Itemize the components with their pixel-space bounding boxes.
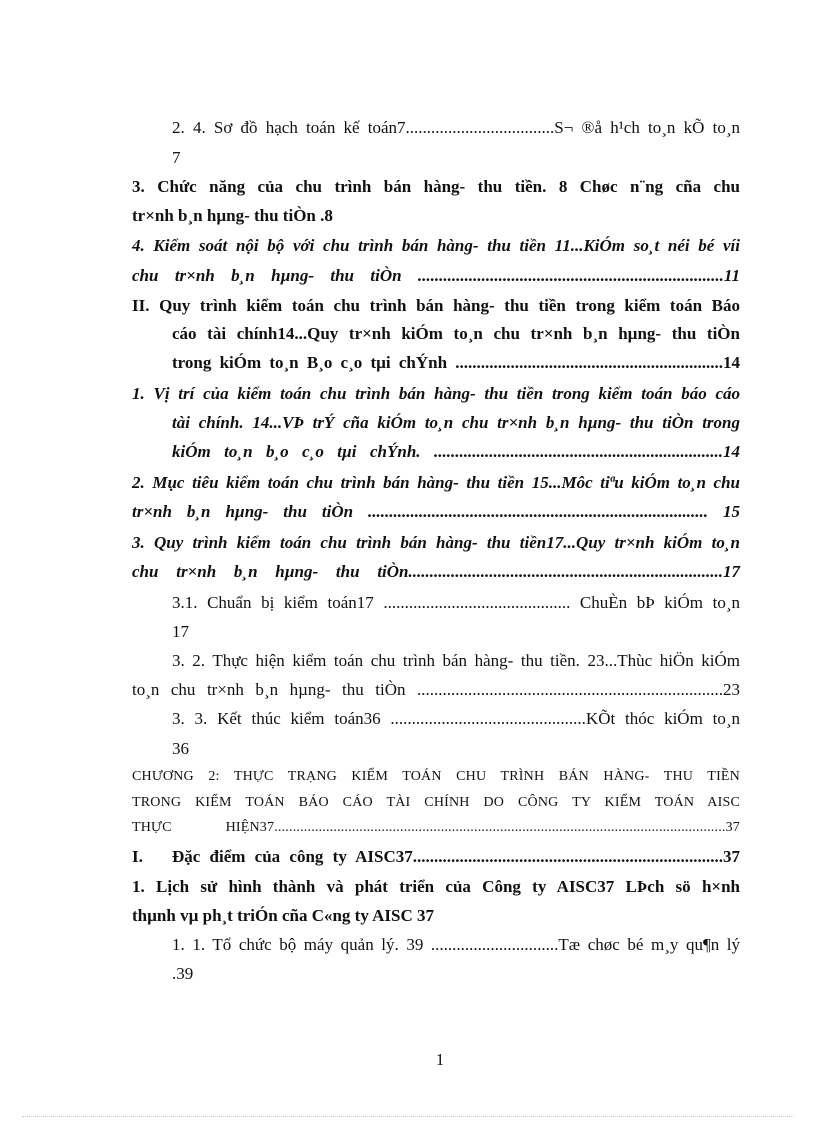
toc-entry-1-lich-su[interactable]: 1. Lịch sử hình thành và phát triển của Công ty AISC37 LÞch sö h×nh xyxy=(132,877,740,896)
toc-entry-3-quy-trinh[interactable]: 3. Quy trình kiểm toán chu trình bán hàng- thu tiền17...Quy tr×nh kiÓm to¸n xyxy=(132,533,740,552)
toc-chapter-2[interactable]: CHƯƠNG 2: THỰC TRẠNG KIỂM TOÁN CHU TRÌNH BÁN HÀNG- THU TIỀN xyxy=(132,769,740,784)
toc-entry-3[interactable]: 3. Chức năng của chu trình bán hàng- thu tiền. 8 Chøc n¨ng cña chu xyxy=(132,177,740,196)
toc-entry-II-cont2: trong kiÓm to¸n B¸o c¸o tµi chÝnh ...............................................................14 xyxy=(172,353,740,372)
toc-entry-II-cont1: cáo tài chính14...Quy tr×nh kiÓm to¸n chu tr×nh b¸n hµng- thu tiÒn xyxy=(172,324,740,343)
toc-entry-3-cont: tr×nh b¸n hµng- thu tiÒn .8 xyxy=(132,206,333,225)
page-bottom-divider xyxy=(22,1116,794,1117)
toc-entry-1-cont1: tài chính. 14...VÞ trÝ cña kiÓm to¸n chu tr×nh b¸n hµng- thu tiÒn trong xyxy=(172,413,740,432)
toc-chapter-2-cont1: TRONG KIỂM TOÁN BÁO CÁO TÀI CHÍNH DO CÔNG TY KIỂM TOÁN AISC xyxy=(132,795,740,810)
page-number: 1 xyxy=(435,1050,445,1069)
toc-entry-3-2[interactable]: 3. 2. Thực hiện kiểm toán chu trình bán hàng- thu tiền. 23...Thùc hiÖn kiÓm xyxy=(172,651,740,670)
toc-entry-3-3-page: 36 xyxy=(172,739,189,758)
toc-entry-1-cont2: kiÓm to¸n b¸o c¸o tµi chÝnh. ....................................................................14 xyxy=(172,442,740,461)
toc-entry-2-cont: tr×nh b¸n hµng- thu tiÒn ................................................................................ 15 xyxy=(132,502,740,521)
toc-entry-3-quy-trinh-cont: chu tr×nh b¸n hµng- thu tiÒn..........................................................................17 xyxy=(132,562,740,581)
toc-entry-2-4[interactable]: 2. 4. Sơ đồ hạch toán kế toán7...................................S¬ ®å h¹ch to¸n kÕ to¸n xyxy=(172,118,740,137)
toc-entry-3-1[interactable]: 3.1. Chuẩn bị kiểm toán17 ............................................ ChuÈn bÞ kiÓm to¸n xyxy=(172,593,740,612)
toc-entry-3-3[interactable]: 3. 3. Kết thúc kiểm toán36 ..............................................KÕt thóc kiÓm to¸n xyxy=(172,709,740,728)
toc-chapter-2-cont2: THỰC HIỆN37..........................................................................................................................37 xyxy=(132,820,740,835)
toc-entry-2[interactable]: 2. Mục tiêu kiểm toán chu trình bán hàng- thu tiền 15...Môc tiªu kiÓm to¸n chu xyxy=(132,473,740,492)
toc-entry-1[interactable]: 1. Vị trí của kiểm toán chu trình bán hàng- thu tiền trong kiểm toán báo cáo xyxy=(132,384,740,403)
toc-entry-II[interactable]: II. Quy trình kiểm toán chu trình bán hàng- thu tiền trong kiểm toán Báo xyxy=(132,296,740,315)
toc-entry-4-cont: chu tr×nh b¸n hµng- thu tiÒn ........................................................................11 xyxy=(132,266,740,285)
toc-entry-1-1-page: .39 xyxy=(172,964,194,983)
toc-entry-3-2-cont: to¸n chu tr×nh b¸n hµng- thu tiÒn ........................................................................23 xyxy=(132,680,740,699)
toc-entry-I[interactable]: Đặc điểm của công ty AISC37.........................................................................37 xyxy=(172,847,740,866)
toc-entry-I-number: I. xyxy=(132,847,143,866)
toc-entry-3-1-page: 17 xyxy=(172,622,189,641)
toc-entry-4[interactable]: 4. Kiểm soát nội bộ với chu trình bán hàng- thu tiền 11...KiÓm so¸t néi bé víi xyxy=(132,236,740,255)
toc-entry-1-lich-su-cont: thµnh vµ ph¸t triÓn cña C«ng ty AISC 37 xyxy=(132,906,435,925)
toc-entry-2-4-page: 7 xyxy=(172,148,181,167)
toc-entry-1-1[interactable]: 1. 1. Tổ chức bộ máy quản lý. 39 ..............................Tæ chøc bé m¸y qu¶n lý xyxy=(172,935,740,954)
